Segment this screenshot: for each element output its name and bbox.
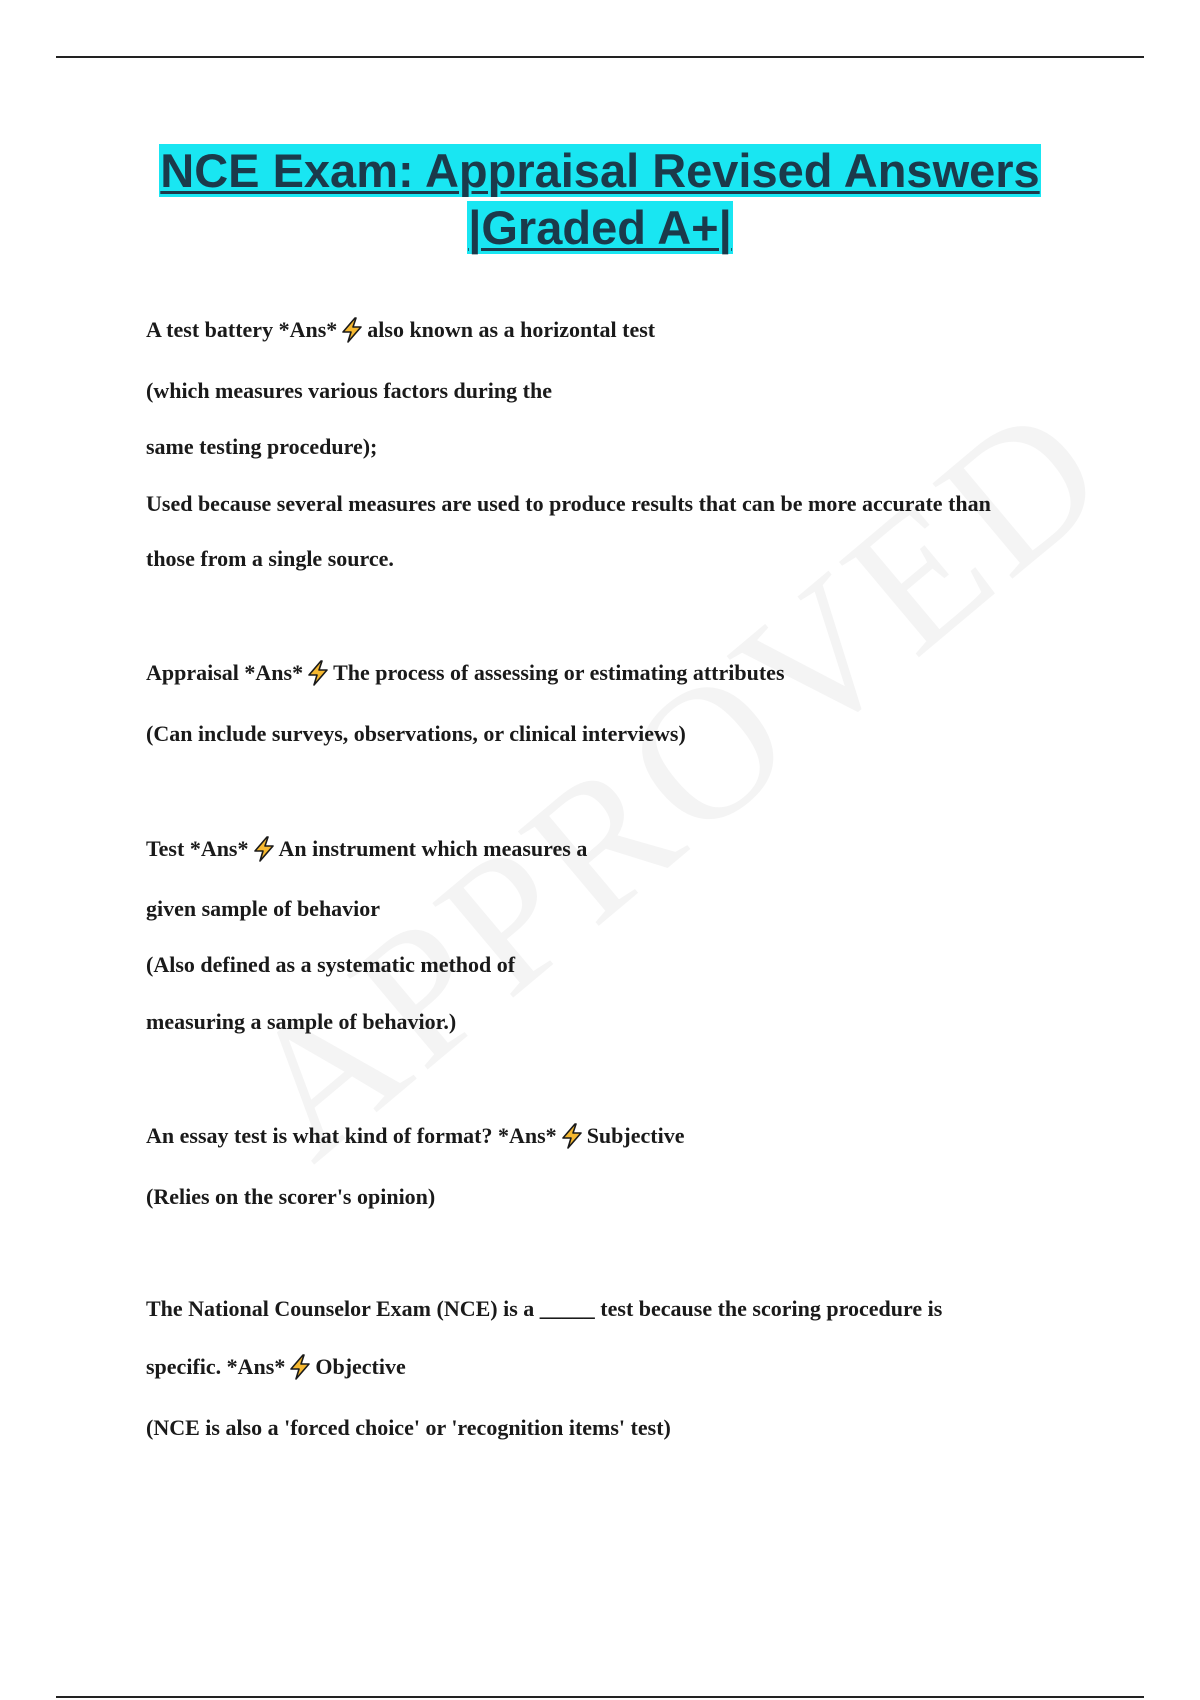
qa-4-note-1: (Relies on the scorer's opinion) — [146, 1184, 436, 1209]
qa-1-question-line — [146, 316, 655, 344]
lightning-bolt-icon — [558, 1122, 586, 1150]
qa-5-answer: Objective — [315, 1354, 406, 1379]
qa-4-question-line — [146, 1122, 684, 1150]
qa-2-question-line — [146, 659, 785, 687]
answer-marker: *Ans* — [278, 317, 338, 342]
page-title-line-2: |Graded A+| — [468, 201, 732, 254]
qa-2-question: Appraisal — [146, 660, 239, 685]
qa-1-note-1: (which measures various factors during the — [146, 378, 552, 403]
qa-1-question: A test battery — [146, 317, 274, 342]
qa-3-question: Test — [146, 836, 185, 861]
page-title-line-1: NCE Exam: Appraisal Revised Answers — [160, 144, 1040, 197]
qa-2-answer: The process of assessing or estimating attributes — [333, 660, 785, 685]
qa-5-question: specific. — [146, 1354, 222, 1379]
page-title — [80, 142, 1120, 256]
qa-3-note-2: (Also defined as a systematic method of — [146, 952, 516, 977]
qa-4-answer: Subjective — [586, 1123, 685, 1148]
qa-2-note-1: (Can include surveys, observations, or clinical interviews) — [146, 721, 686, 746]
qa-3-note-1: given sample of behavior — [146, 896, 381, 921]
qa-4-question: An essay test is what kind of format? — [146, 1123, 493, 1148]
lightning-bolt-icon — [286, 1353, 314, 1381]
qa-5-question-line-1: The National Counselor Exam (NCE) is a _____ test because the scoring procedure is — [146, 1296, 943, 1321]
lightning-bolt-icon — [250, 835, 278, 863]
qa-5-note-1: (NCE is also a 'forced choice' or 'recognition items' test) — [146, 1415, 671, 1440]
bottom-rule — [56, 1696, 1144, 1698]
qa-1-answer: also known as a horizontal test — [367, 317, 656, 342]
qa-1-note-2: same testing procedure); — [146, 434, 378, 459]
qa-1-note-3: Used because several measures are used to produce results that can be more accurate than — [146, 491, 991, 516]
lightning-bolt-icon — [304, 659, 332, 687]
qa-3-question-line — [146, 835, 587, 863]
answer-marker: *Ans* — [498, 1123, 557, 1148]
watermark — [202, 417, 1078, 1201]
qa-1-note-4: those from a single source. — [146, 546, 394, 571]
qa-5-question-line-2 — [146, 1353, 406, 1381]
qa-3-note-3: measuring a sample of behavior.) — [146, 1009, 457, 1034]
top-rule — [56, 56, 1144, 58]
qa-3-answer: An instrument which measures a — [278, 836, 588, 861]
answer-marker: *Ans* — [189, 836, 249, 861]
lightning-bolt-icon — [338, 316, 366, 344]
answer-marker: *Ans* — [226, 1354, 286, 1379]
answer-marker: *Ans* — [244, 660, 304, 685]
